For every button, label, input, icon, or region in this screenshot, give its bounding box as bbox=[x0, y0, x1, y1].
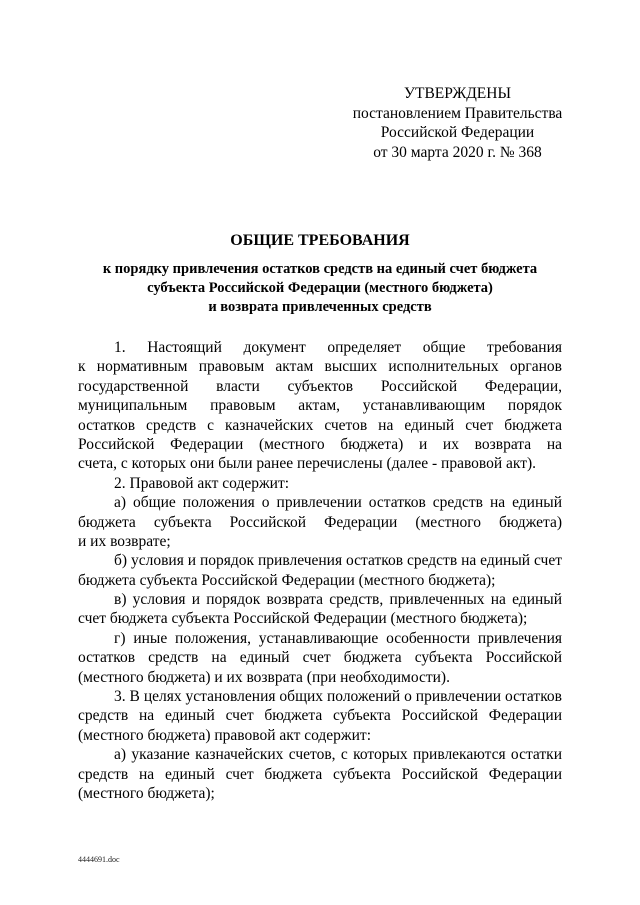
body-line: (местного бюджета); bbox=[78, 784, 215, 802]
body-line: бюджета субъекта Российской Федерации (местного бюджета); bbox=[78, 571, 496, 589]
body-line: а) общие положения о привлечении остатков средств на единый bbox=[114, 494, 562, 512]
body-line: (местного бюджета) и их возврата (при необходимости). bbox=[78, 668, 450, 686]
approval-line: Российской Федерации bbox=[380, 124, 535, 141]
body-line: государственной власти субъектов Российской Федерации, bbox=[78, 377, 562, 395]
body-line: 1. Настоящий документ определяет общие требования bbox=[114, 339, 562, 356]
body-line: счет бюджета субъекта Российской Федерации (местного бюджета); bbox=[78, 610, 528, 628]
document-subtitle bbox=[75, 260, 565, 317]
body-line: остатков средств с казначейских счетов на единый счет бюджета bbox=[78, 416, 562, 434]
body-line: к нормативным правовым актам высших исполнительных органов bbox=[78, 358, 562, 376]
document-title: ОБЩИЕ ТРЕБОВАНИЯ bbox=[230, 232, 410, 249]
body-line: средств на единый счет бюджета субъекта Российской Федерации bbox=[78, 707, 562, 725]
body-line: Российской Федерации (местного бюджета) и их возврата на bbox=[78, 435, 562, 453]
body-line: бюджета субъекта Российской Федерации (местного бюджета) bbox=[78, 513, 562, 531]
body-line: (местного бюджета) правовой акт содержит: bbox=[78, 726, 372, 744]
subtitle-line: к порядку привлечения остатков средств на единый счет бюджета bbox=[102, 261, 538, 277]
body-line: б) условия и порядок привлечения остатков средств на единый счет bbox=[114, 552, 562, 570]
body-line: 2. Правовой акт содержит: bbox=[114, 474, 290, 492]
approval-line: постановлением Правительства bbox=[352, 104, 563, 122]
body-line: средств на единый счет бюджета субъекта Российской Федерации bbox=[78, 765, 562, 783]
body-line: в) условия и порядок возврата средств, привлеченных на единый bbox=[114, 591, 562, 609]
body-line: 3. В целях установления общих положений о привлечении остатков bbox=[114, 688, 562, 706]
body-line: остатков средств на единый счет бюджета субъекта Российской bbox=[78, 649, 562, 667]
approval-line: УТВЕРЖДЕНЫ bbox=[404, 85, 511, 102]
body-line: и их возврате; bbox=[78, 532, 171, 550]
body-line: счета, с которых они были ранее перечислены (далее - правовой акт). bbox=[78, 455, 537, 473]
subtitle-line: и возврата привлеченных средств bbox=[208, 299, 432, 315]
body-line: г) иные положения, устанавливающие особенности привлечения bbox=[114, 629, 562, 647]
approval-block bbox=[340, 84, 575, 162]
body-line: а) указание казначейских счетов, с которых привлекаются остатки bbox=[114, 746, 562, 764]
body-line: муниципальным правовым актам, устанавливающим порядок bbox=[78, 397, 562, 415]
subtitle-line: субъекта Российской Федерации (местного бюджета) bbox=[147, 280, 493, 296]
approval-line: от 30 марта 2020 г. № 368 bbox=[373, 143, 542, 161]
file-name-footer: 4444691.doc bbox=[78, 855, 120, 864]
body-text bbox=[78, 338, 562, 803]
